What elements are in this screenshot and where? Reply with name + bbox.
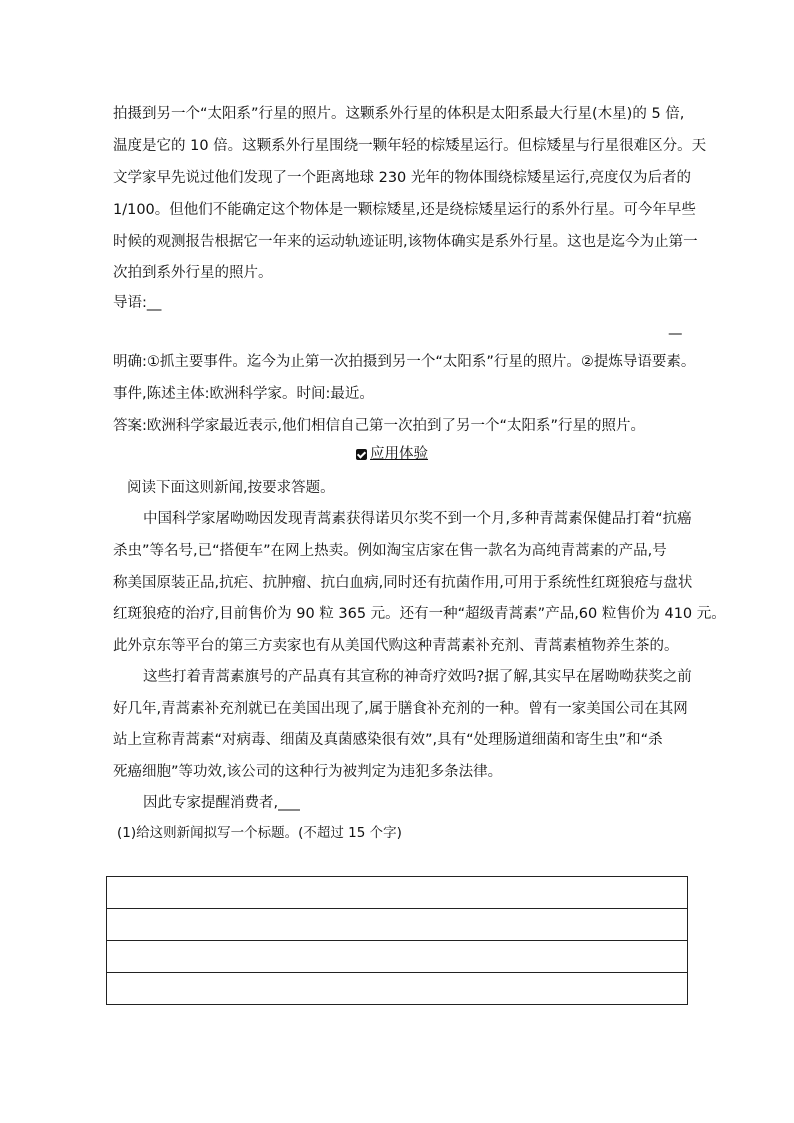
question-1: (1)给这则新闻拟写一个标题。(不超过 15 个字) [117,825,402,841]
section-title-text: 应用体验 [370,446,428,462]
instruction: 阅读下面这则新闻,按要求答题。 [127,480,335,496]
answer-row[interactable] [107,909,688,941]
answer-blank-dash: — [668,326,683,342]
passage-line: 文学家早先说过他们发现了一个距离地球 230 光年的物体围绕棕矮星运行,亮度仅为后者的 [113,170,691,186]
news-line: 杀虫”等名号,已“搭便车”在网上热卖。例如淘宝店家在售一款名为高纯青蒿素的产品,号 [113,543,667,559]
news-line: 这些打着青蒿素旗号的产品真有其宣称的神奇疗效吗?据了解,其实早在屠呦呦获奖之前 [143,669,692,685]
news-line: 此外京东等平台的第三方卖家也有从美国代购这种青蒿素补充剂、青蒿素植物养生茶的。 [113,638,679,654]
answer-row[interactable] [107,973,688,1005]
passage-line: 时候的观测报告根据它一年来的运动轨迹证明,该物体确实是系外行星。这也是迄今为止第一 [113,234,698,250]
news-line: 中国科学家屠呦呦因发现青蒿素获得诺贝尔奖不到一个月,多种青蒿素保健品打着“抗癌 [143,511,692,527]
checkbox-icon [356,449,367,460]
passage-line: 1/100。但他们不能确定这个物体是一颗棕矮星,还是绕棕矮星运行的系外行星。可今年早些 [113,202,696,218]
news-line: 死癌细胞”等功效,该公司的这种行为被判定为违犯多条法律。 [113,764,503,780]
passage-line: 次拍到系外行星的照片。 [113,265,273,281]
news-line: 因此专家提醒消费者,___ [143,795,300,811]
answer-box [106,876,688,1005]
answer-row[interactable] [107,941,688,973]
passage-line: 温度是它的 10 倍。这颗系外行星围绕一颗年轻的棕矮星运行。但棕矮星与行星很难区分。天 [113,138,707,154]
section-title [356,444,428,464]
news-line: 好几年,青蒿素补充剂就已在美国出现了,属于膳食补充剂的一种。曾有一家美国公司在其网 [113,701,688,717]
explanation-line: 事件,陈述主体:欧洲科学家。时间:最近。 [113,386,374,402]
news-line: 红斑狼疮的治疗,目前售价为 90 粒 365 元。还有一种“超级青蒿素”产品,60 粒售价为 410 元。 [113,606,726,622]
explanation-line: 明确:①抓主要事件。迄今为止第一次拍摄到另一个“太阳系”行星的照片。②提炼导语要素。 [113,354,696,370]
passage-line: 拍摄到另一个“太阳系”行星的照片。这颗系外行星的体积是太阳系最大行星(木星)的 5 倍, [113,106,685,122]
daoyu-label: 导语:__ [113,295,162,311]
answer-row[interactable] [107,877,688,909]
answer-line: 答案:欧洲科学家最近表示,他们相信自己第一次拍到了另一个“太阳系”行星的照片。 [113,418,646,434]
news-line: 称美国原装正品,抗疟、抗肿瘤、抗白血病,同时还有抗菌作用,可用于系统性红斑狼疮与盘状 [113,575,693,591]
news-line: 站上宣称青蒿素“对病毒、细菌及真菌感染很有效”,具有“处理肠道细菌和寄生虫”和“杀 [113,732,663,748]
